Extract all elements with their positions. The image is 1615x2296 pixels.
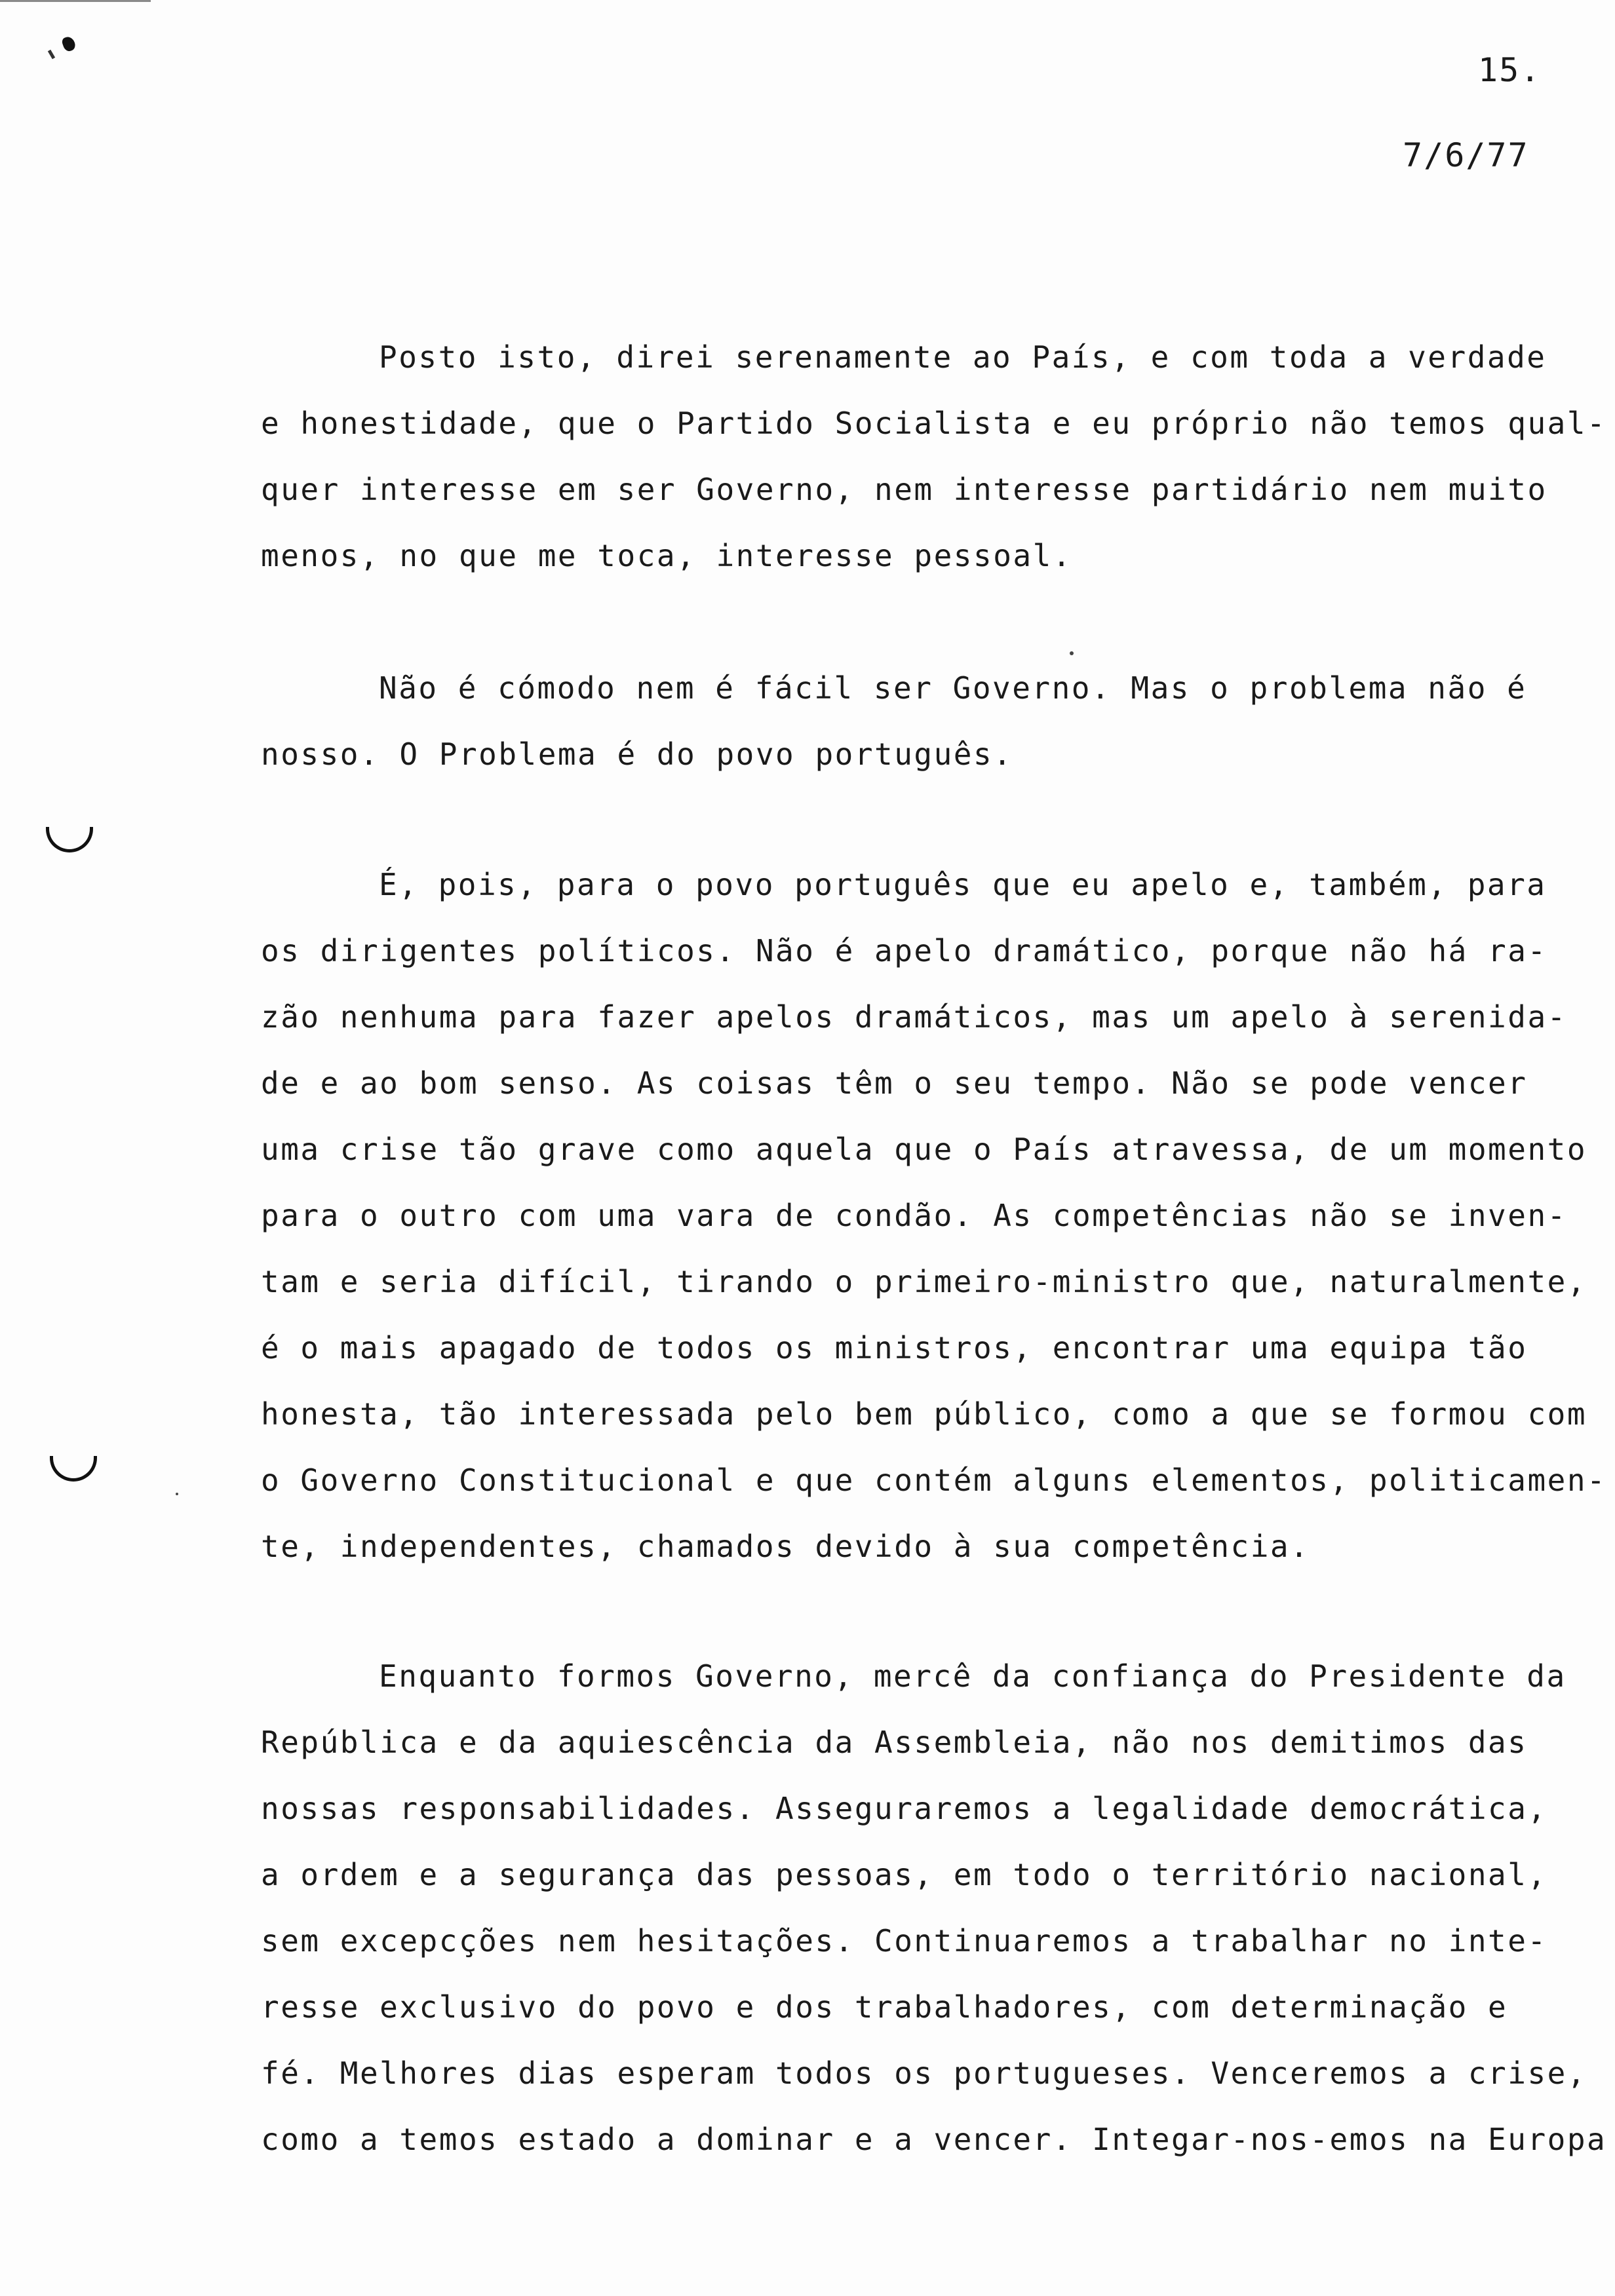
text-line: nossas responsabilidades. Asseguraremos a legalidade democrática, [261, 1791, 1547, 1826]
text-line: os dirigentes políticos. Não é apelo dramático, porque não há ra- [261, 933, 1547, 968]
text-line: menos, no que me toca, interesse pessoal. [261, 538, 1072, 573]
text-line: a ordem e a segurança das pessoas, em todo o território nacional, [261, 1857, 1547, 1892]
text-line: e honestidade, que o Partido Socialista e eu próprio não temos qual- [261, 406, 1607, 441]
text-line: É, pois, para o povo português que eu apelo e, também, para [379, 867, 1547, 902]
paragraph [261, 324, 1607, 589]
page-number: 15. [1478, 51, 1542, 89]
text-line: fé. Melhores dias esperam todos os portugueses. Venceremos a crise, [261, 2056, 1587, 2091]
paragraph [261, 655, 1598, 788]
punch-mark [61, 35, 77, 53]
text-line: honesta, tão interessada pelo bem público, como a que se formou com [261, 1396, 1587, 1432]
text-line: sem excepcções nem hesitações. Continuaremos a trabalhar no inte- [261, 1923, 1547, 1959]
ink-speck [176, 1493, 178, 1495]
text-line: República e da aquiescência da Assembleia, não nos demitimos das [261, 1725, 1528, 1760]
text-line: tam e seria difícil, tirando o primeiro-ministro que, naturalmente, [261, 1264, 1587, 1299]
text-line: é o mais apagado de todos os ministros, encontrar uma equipa tão [261, 1330, 1528, 1366]
paragraph [261, 1643, 1607, 2173]
text-line: Não é cómodo nem é fácil ser Governo. Mas o problema não é [379, 670, 1527, 706]
text-line: Enquanto formos Governo, mercê da confiança do Presidente da [379, 1658, 1566, 1694]
text-line: quer interesse em ser Governo, nem interesse partidário nem muito [261, 472, 1547, 507]
page-date: 7/6/77 [1403, 136, 1529, 174]
binder-clip-mark [50, 1456, 97, 1482]
text-line: para o outro com uma vara de condão. As competências não se inven- [261, 1198, 1567, 1233]
text-line: zão nenhuma para fazer apelos dramáticos, mas um apelo à serenida- [261, 999, 1567, 1035]
text-line: te, independentes, chamados devido à sua competência. [261, 1529, 1310, 1564]
text-line: de e ao bom senso. As coisas têm o seu tempo. Não se pode vencer [261, 1065, 1528, 1101]
text-line: Posto isto, direi serenamente ao País, e com toda a verdade [379, 339, 1547, 375]
text-line: o Governo Constitucional e que contém alguns elementos, politicamen- [261, 1463, 1607, 1498]
punch-mark-tick [48, 50, 55, 60]
text-line: resse exclusivo do povo e dos trabalhadores, com determinação e [261, 1989, 1508, 2025]
scan-edge-line [0, 0, 151, 2]
binder-clip-mark [46, 827, 93, 852]
paragraph [261, 852, 1607, 1580]
text-line: uma crise tão grave como aquela que o País atravessa, de um momento [261, 1132, 1587, 1167]
text-line: nosso. O Problema é do povo português. [261, 737, 1013, 772]
text-line: como a temos estado a dominar e a vencer. Integar-nos-emos na Europa [261, 2122, 1607, 2157]
